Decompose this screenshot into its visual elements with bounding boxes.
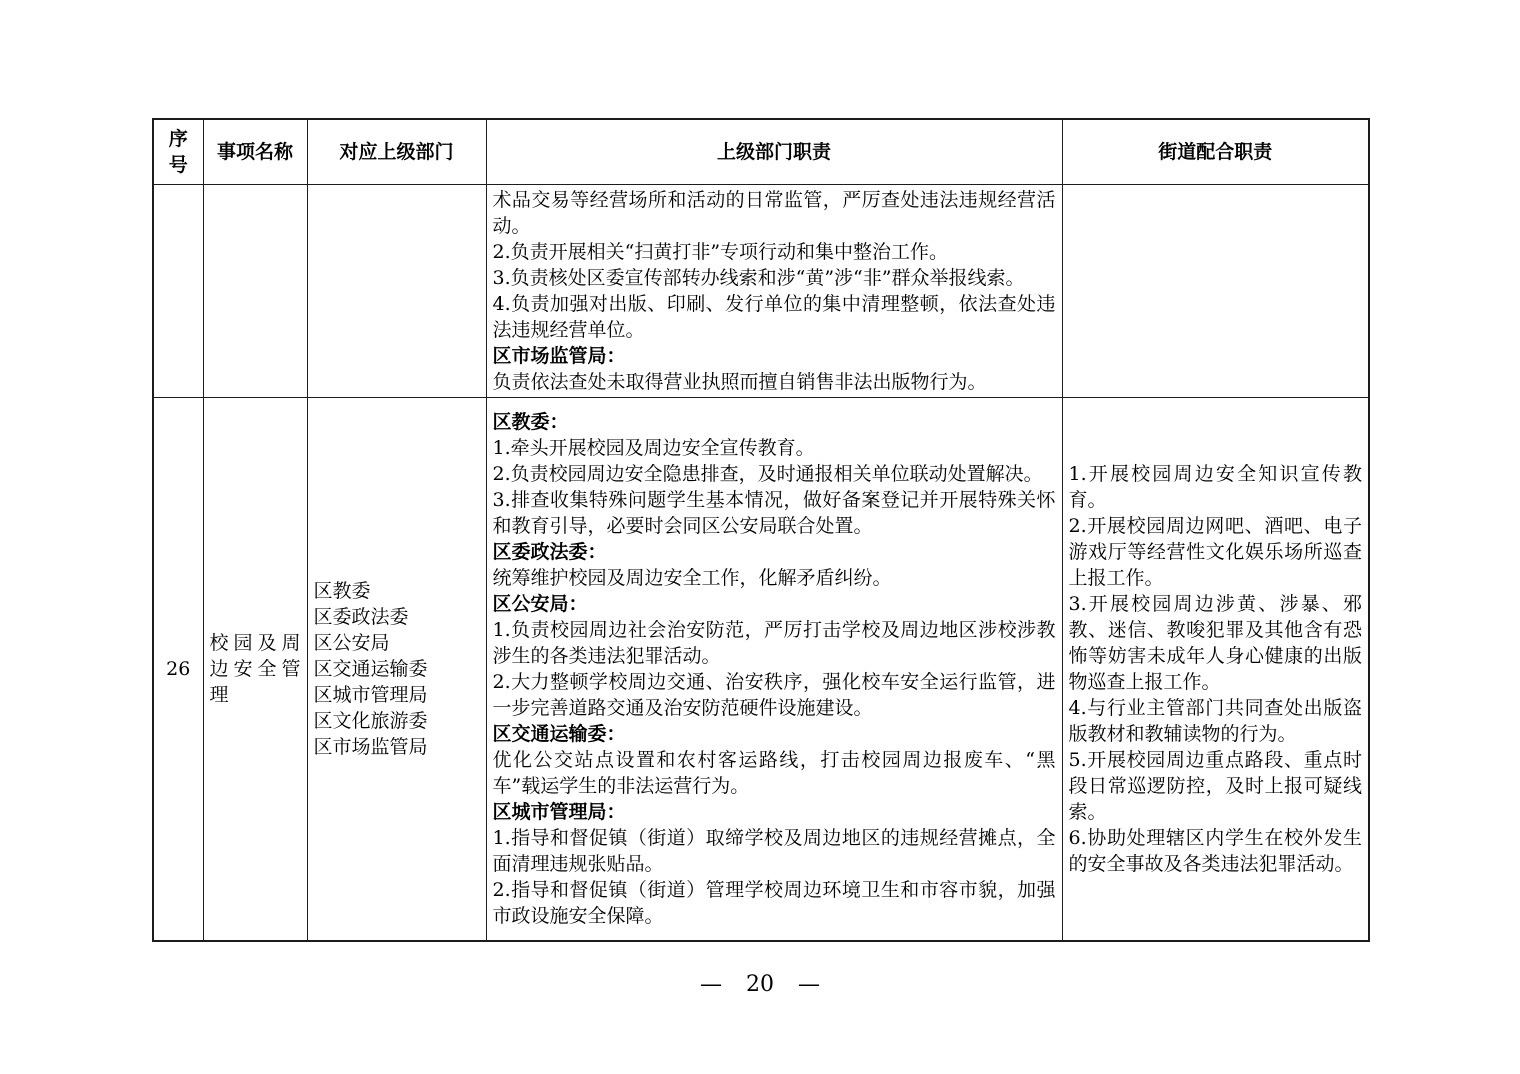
header-departments-label: 对应上级部门 — [339, 141, 454, 163]
table-row — [153, 185, 1369, 398]
department-heading: 区市场监管局： — [492, 345, 626, 367]
header-item-name-label: 事项名称 — [216, 141, 293, 163]
department-heading: 区交通运输委： — [492, 722, 626, 745]
item-name-text: 校园及周边安全管理 — [209, 631, 301, 706]
department-item: 区委政法委 — [313, 605, 409, 628]
header-serial-label: 序号 — [168, 128, 188, 176]
footer-dash-left: — — [700, 972, 722, 997]
serial-cell — [153, 185, 203, 398]
header-row — [153, 119, 1369, 185]
serial-cell — [153, 398, 203, 941]
department-item: 区教委 — [313, 579, 371, 602]
street-duty-paragraph: 6.协助处理辖区内学生在校外发生的安全事故及各类违法犯罪活动。 — [1068, 826, 1362, 875]
item-name-cell — [203, 398, 307, 941]
department-item: 区市场监管局 — [313, 735, 428, 758]
department-heading: 区城市管理局： — [492, 800, 626, 823]
duty-paragraph: 2.负责开展相关“扫黄打非”专项行动和集中整治工作。 — [492, 241, 949, 263]
departments-cell — [307, 185, 486, 398]
serial-number: 26 — [166, 657, 191, 680]
department-item: 区城市管理局 — [313, 683, 428, 706]
duty-paragraph: 4.负责加强对出版、印刷、发行单位的集中清理整顿，依法查处违法违规经营单位。 — [492, 293, 1056, 341]
header-item-name — [203, 119, 307, 185]
duty-paragraph: 2.指导和督促镇（街道）管理学校周边环境卫生和市容市貌，加强市政设施安全保障。 — [492, 878, 1056, 927]
header-serial — [153, 119, 203, 185]
duty-paragraph: 2.大力整顿学校周边交通、治安秩序，强化校车安全运行监管，进一步完善道路交通及治安防范硬件设施建设。 — [492, 670, 1056, 719]
header-departments — [307, 119, 486, 185]
street-duty-paragraph: 4.与行业主管部门共同查处出版盗版教材和教辅读物的行为。 — [1068, 696, 1362, 745]
duty-paragraph: 负责依法查处未取得营业执照而擅自销售非法出版物行为。 — [492, 371, 987, 393]
superior-duties-cell — [486, 185, 1062, 398]
street-duty-paragraph: 5.开展校园周边重点路段、重点时段日常巡逻防控，及时上报可疑线索。 — [1068, 748, 1362, 823]
street-duties-cell — [1062, 398, 1369, 941]
duty-paragraph: 术品交易等经营场所和活动的日常监管，严厉查处违法违规经营活动。 — [492, 189, 1056, 237]
header-superior-duties — [486, 119, 1062, 185]
department-item: 区交通运输委 — [313, 657, 428, 680]
department-heading: 区教委： — [492, 410, 569, 433]
department-heading: 区公安局： — [492, 592, 588, 615]
table-row — [153, 398, 1369, 941]
footer-dash-right: — — [798, 972, 820, 997]
superior-duties-cell — [486, 398, 1062, 941]
header-superior-duties-label: 上级部门职责 — [716, 141, 831, 163]
department-item: 区公安局 — [313, 631, 390, 654]
duty-paragraph: 1.负责校园周边社会治安防范，严厉打击学校及周边地区涉校涉教涉生的各类违法犯罪活动。 — [492, 618, 1056, 667]
header-street-duties — [1062, 119, 1369, 185]
street-duties-cell — [1062, 185, 1369, 398]
duty-paragraph: 2.负责校园周边安全隐患排查，及时通报相关单位联动处置解决。 — [492, 462, 1043, 485]
duty-paragraph: 3.负责核处区委宣传部转办线索和涉“黄”涉“非”群众举报线索。 — [492, 267, 1025, 289]
street-duty-paragraph: 1.开展校园周边安全知识宣传教育。 — [1068, 462, 1362, 511]
street-duty-paragraph: 3.开展校园周边涉黄、涉暴、邪教、迷信、教唆犯罪及其他含有恐怖等妨害未成年人身心健康的出版物巡查上报工作。 — [1068, 592, 1362, 693]
page-footer — [0, 971, 1520, 999]
departments-cell — [307, 398, 486, 941]
item-name-cell — [203, 185, 307, 398]
page-number: 20 — [746, 972, 774, 997]
department-item: 区文化旅游委 — [313, 709, 428, 732]
duty-paragraph: 优化公交站点设置和农村客运路线，打击校园周边报废车、“黑车”载运学生的非法运营行为。 — [492, 748, 1056, 797]
duty-paragraph: 3.排查收集特殊问题学生基本情况，做好备案登记并开展特殊关怀和教育引导，必要时会同区公安局联合处置。 — [492, 488, 1056, 537]
header-street-duties-label: 街道配合职责 — [1158, 141, 1273, 163]
duty-paragraph: 统筹维护校园及周边安全工作，化解矛盾纠纷。 — [492, 566, 892, 589]
responsibilities-table — [152, 118, 1370, 942]
duty-paragraph: 1.牵头开展校园及周边安全宣传教育。 — [492, 436, 815, 459]
duty-paragraph: 1.指导和督促镇（街道）取缔学校及周边地区的违规经营摊点，全面清理违规张贴品。 — [492, 826, 1056, 875]
table-body — [153, 185, 1369, 941]
department-heading: 区委政法委： — [492, 540, 607, 563]
street-duty-paragraph: 2.开展校园周边网吧、酒吧、电子游戏厅等经营性文化娱乐场所巡查上报工作。 — [1068, 514, 1362, 589]
